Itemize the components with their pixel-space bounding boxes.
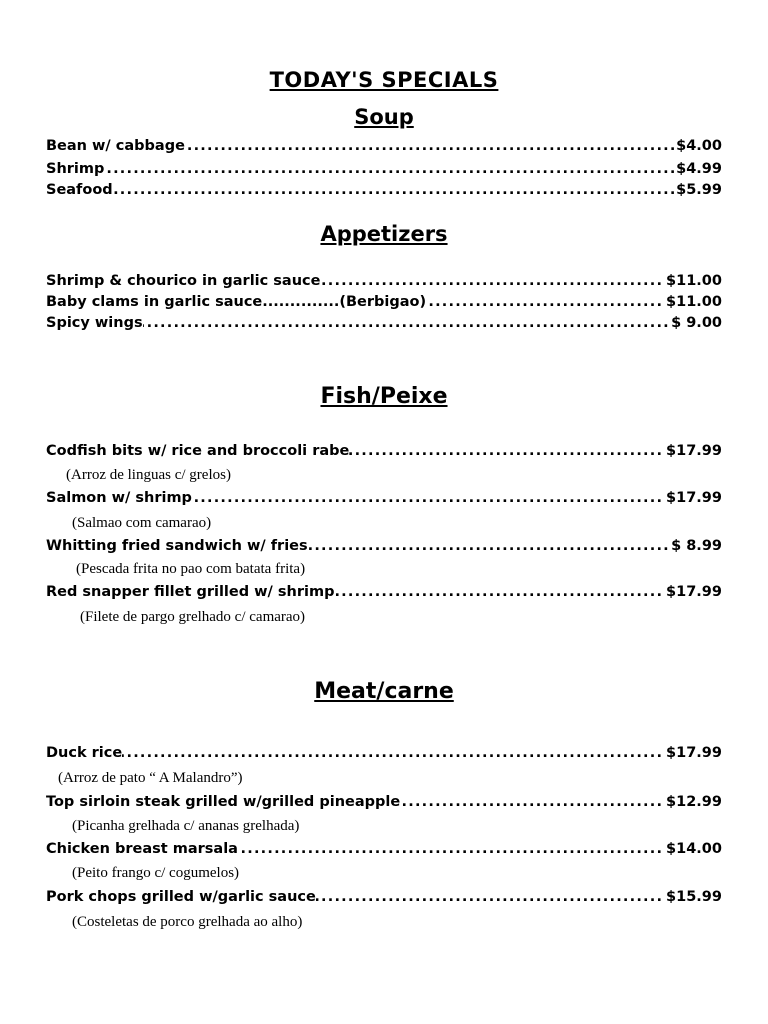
item-name: Bean w/ cabbage xyxy=(46,138,185,154)
section-heading-meat: Meat/carne xyxy=(314,679,454,704)
item-price: $15.99 xyxy=(666,889,722,905)
item-name: Codfish bits w/ rice and broccoli rabe xyxy=(46,443,350,459)
item-translation: (Costeletas de porco grelhada ao alho) xyxy=(72,914,303,930)
dot-leader xyxy=(46,743,722,763)
item-price: $12.99 xyxy=(666,794,722,810)
item-name: Pork chops grilled w/garlic sauce xyxy=(46,889,316,905)
item-name: Shrimp & chourico in garlic sauce xyxy=(46,273,321,289)
item-translation: (Arroz de linguas c/ grelos) xyxy=(66,467,231,483)
dot-leader xyxy=(46,159,722,179)
menu-item xyxy=(46,743,722,763)
item-price: $17.99 xyxy=(666,745,722,761)
item-translation: (Pescada frita no pao com batata frita) xyxy=(76,561,306,577)
item-name: Baby clams in garlic sauce..............(Berbigao) xyxy=(46,294,427,310)
item-price: $ 9.00 xyxy=(671,315,722,331)
item-name: Seafood xyxy=(46,182,113,198)
menu-item xyxy=(46,887,722,907)
menu-item xyxy=(46,292,722,312)
menu-item xyxy=(46,159,722,179)
page-title: TODAY'S SPECIALS xyxy=(269,68,499,92)
item-name: Spicy wings xyxy=(46,315,143,331)
item-name: Shrimp xyxy=(46,161,105,177)
item-name: Chicken breast marsala xyxy=(46,841,238,857)
item-translation: (Filete de pargo grelhado c/ camarao) xyxy=(80,609,306,625)
menu-item xyxy=(46,488,722,508)
item-translation: (Picanha grelhada c/ ananas grelhada) xyxy=(72,818,300,834)
dot-leader xyxy=(46,180,722,200)
section-heading-appetizers: Appetizers xyxy=(320,222,448,246)
section-heading-soup: Soup xyxy=(354,105,414,129)
item-price: $17.99 xyxy=(666,584,722,600)
menu-item xyxy=(46,839,722,859)
menu-item xyxy=(46,536,722,556)
item-price: $14.00 xyxy=(666,841,722,857)
menu-item xyxy=(46,313,722,333)
item-price: $11.00 xyxy=(666,294,722,310)
item-translation: (Peito frango c/ cogumelos) xyxy=(72,865,240,881)
item-name: Duck rice xyxy=(46,745,123,761)
item-name: Red snapper fillet grilled w/ shrimp xyxy=(46,584,335,600)
item-price: $4.99 xyxy=(676,161,722,177)
section-heading-fish: Fish/Peixe xyxy=(320,384,448,409)
item-name: Whitting fried sandwich w/ fries xyxy=(46,538,308,554)
item-price: $ 8.99 xyxy=(671,538,722,554)
dot-leader xyxy=(46,313,722,333)
menu-item xyxy=(46,136,722,156)
menu-item xyxy=(46,441,722,461)
item-translation: (Salmao com camarao) xyxy=(72,515,212,531)
menu-item xyxy=(46,180,722,200)
menu-item xyxy=(46,792,722,812)
item-name: Top sirloin steak grilled w/grilled pineapple xyxy=(46,794,401,810)
item-price: $17.99 xyxy=(666,443,722,459)
item-price: $11.00 xyxy=(666,273,722,289)
menu-item xyxy=(46,271,722,291)
item-price: $5.99 xyxy=(676,182,722,198)
item-translation: (Arroz de pato “ A Malandro”) xyxy=(58,770,243,786)
item-price: $17.99 xyxy=(666,490,722,506)
item-price: $4.00 xyxy=(676,138,722,154)
item-name: Salmon w/ shrimp xyxy=(46,490,192,506)
menu-item xyxy=(46,582,722,602)
